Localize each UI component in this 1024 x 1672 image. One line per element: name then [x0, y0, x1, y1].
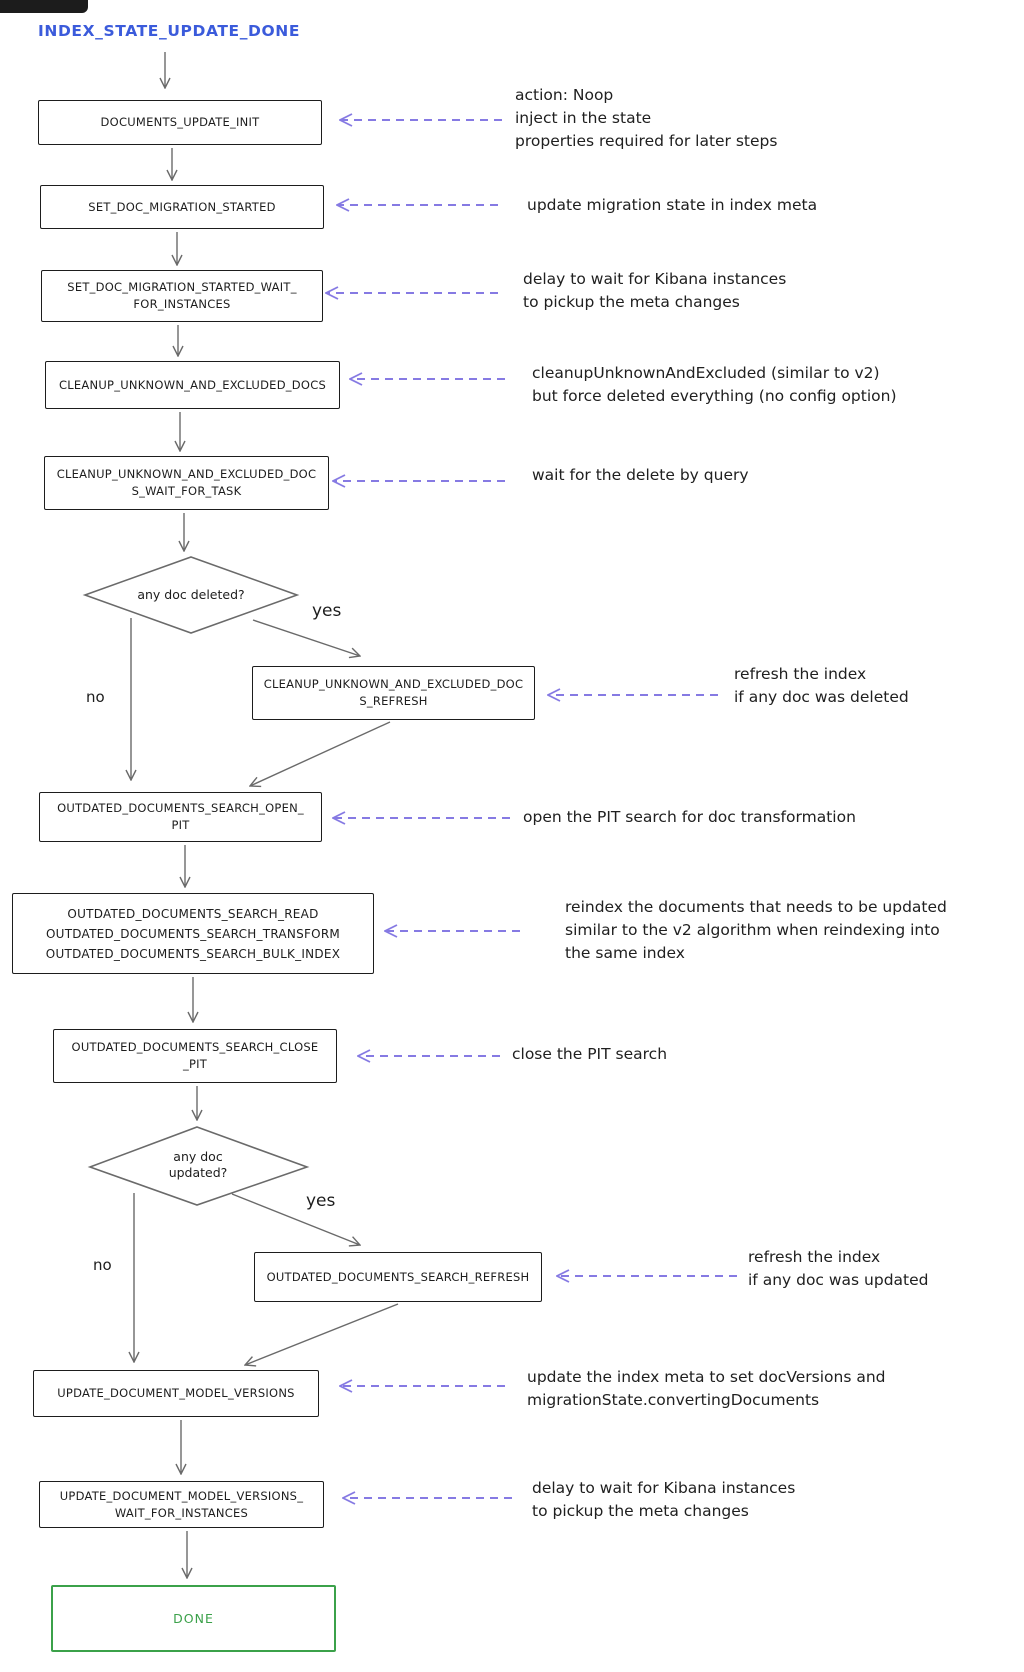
- annotation-line: but force deleted everything (no config option): [532, 387, 897, 405]
- annotation-update-index-meta: [527, 1366, 885, 1412]
- edge-label-yes-deleted: yes: [312, 601, 342, 621]
- annotation-line: action: Noop: [515, 86, 614, 104]
- annotation-line: close the PIT search: [512, 1045, 668, 1063]
- node-label: DONE: [173, 1611, 214, 1626]
- node-label: OUTDATED_DOCUMENTS_SEARCH_REFRESH: [266, 1269, 530, 1284]
- annotation-wait-for-instances-1: [523, 268, 786, 314]
- node-label: _PIT: [182, 1057, 208, 1071]
- annotation-line: open the PIT search for doc transformation: [523, 808, 856, 826]
- annotation-line: if any doc was updated: [748, 1271, 929, 1289]
- node-outdated-documents-search-read-transform-bulk-index: [12, 893, 374, 974]
- node-label: OUTDATED_DOCUMENTS_SEARCH_TRANSFORM: [45, 926, 341, 941]
- node-outdated-documents-search-refresh: [254, 1252, 542, 1302]
- annotation-line: delay to wait for Kibana instances: [523, 270, 787, 288]
- edge-label-no-deleted: no: [86, 688, 105, 706]
- annotation-line: update the index meta to set docVersions and: [527, 1368, 886, 1386]
- node-set-doc-migration-started: [40, 185, 324, 229]
- annotation-line: refresh the index: [748, 1248, 881, 1266]
- decision-any-doc-updated: [118, 1149, 278, 1181]
- annotation-line: refresh the index: [734, 665, 867, 683]
- node-update-document-model-versions-wait-for-instances: [39, 1481, 324, 1528]
- node-label: OUTDATED_DOCUMENTS_SEARCH_OPEN_: [57, 801, 304, 815]
- annotation-reindex: [565, 896, 947, 965]
- node-label: CLEANUP_UNKNOWN_AND_EXCLUDED_DOCS: [58, 377, 327, 392]
- node-label: UPDATE_DOCUMENT_MODEL_VERSIONS_: [59, 1488, 304, 1503]
- decision-any-doc-deleted: [106, 587, 276, 603]
- annotation-refresh-if-updated: [748, 1246, 929, 1292]
- node-outdated-documents-search-close-pit: [53, 1029, 337, 1083]
- annotation-wait-for-instances-2: [532, 1477, 795, 1523]
- annotation-line: properties required for later steps: [515, 132, 778, 150]
- annotation-wait-delete-by-query: [532, 464, 749, 487]
- annotation-line: cleanupUnknownAndExcluded (similar to v2): [532, 364, 880, 382]
- annotation-line: the same index: [565, 944, 685, 962]
- node-set-doc-migration-started-wait-for-instances: [41, 270, 323, 322]
- edge-label-no-updated: no: [93, 1256, 112, 1274]
- node-cleanup-unknown-and-excluded-docs: [45, 361, 340, 409]
- annotation-line: if any doc was deleted: [734, 688, 909, 706]
- annotation-cleanup-unknown: [532, 362, 897, 408]
- node-label: CLEANUP_UNKNOWN_AND_EXCLUDED_DOC: [56, 467, 317, 481]
- node-outdated-documents-search-open-pit: [39, 792, 322, 842]
- annotation-close-pit: [512, 1043, 667, 1066]
- decision-label: any doc: [173, 1149, 223, 1164]
- node-documents-update-init: [38, 100, 322, 145]
- node-label: WAIT_FOR_INSTANCES: [114, 1505, 249, 1520]
- node-label: FOR_INSTANCES: [133, 297, 231, 311]
- node-update-document-model-versions: [33, 1370, 319, 1417]
- decision-diamonds: [85, 557, 307, 1205]
- node-label: S_WAIT_FOR_TASK: [131, 484, 242, 498]
- node-label: S_REFRESH: [359, 694, 428, 708]
- node-label: PIT: [171, 818, 190, 832]
- annotation-documents-update-init: [515, 84, 777, 153]
- annotation-line: delay to wait for Kibana instances: [532, 1479, 796, 1497]
- annotation-open-pit: [523, 806, 856, 829]
- node-label: OUTDATED_DOCUMENTS_SEARCH_READ: [67, 906, 319, 921]
- annotation-line: wait for the delete by query: [532, 466, 749, 484]
- node-label: DOCUMENTS_UPDATE_INIT: [100, 115, 260, 129]
- annotation-line: to pickup the meta changes: [532, 1502, 749, 1520]
- edge-label-yes-updated: yes: [306, 1191, 336, 1211]
- annotation-line: to pickup the meta changes: [523, 293, 740, 311]
- annotation-line: reindex the documents that needs to be updated: [565, 898, 947, 916]
- diagram-title: INDEX_STATE_UPDATE_DONE: [38, 22, 301, 40]
- annotation-refresh-if-deleted: [734, 663, 909, 709]
- annotation-line: inject in the state: [515, 109, 652, 127]
- node-cleanup-unknown-and-excluded-docs-wait-for-task: [44, 456, 329, 510]
- decision-label: any doc deleted?: [137, 587, 245, 602]
- annotation-line: migrationState.convertingDocuments: [527, 1391, 820, 1409]
- node-label: OUTDATED_DOCUMENTS_SEARCH_CLOSE: [71, 1040, 319, 1054]
- annotation-line: similar to the v2 algorithm when reindexing into: [565, 921, 940, 939]
- node-label: CLEANUP_UNKNOWN_AND_EXCLUDED_DOC: [263, 677, 524, 691]
- node-done: [51, 1585, 336, 1652]
- annotation-line: update migration state in index meta: [527, 196, 818, 214]
- node-label: OUTDATED_DOCUMENTS_SEARCH_BULK_INDEX: [45, 946, 341, 961]
- node-cleanup-unknown-and-excluded-docs-refresh: [252, 666, 535, 720]
- node-label: UPDATE_DOCUMENT_MODEL_VERSIONS: [57, 1386, 295, 1400]
- node-label: SET_DOC_MIGRATION_STARTED_WAIT_: [67, 280, 297, 294]
- node-label: SET_DOC_MIGRATION_STARTED: [88, 199, 276, 214]
- annotation-set-doc-migration-started: [527, 194, 817, 217]
- decision-label: updated?: [168, 1165, 228, 1180]
